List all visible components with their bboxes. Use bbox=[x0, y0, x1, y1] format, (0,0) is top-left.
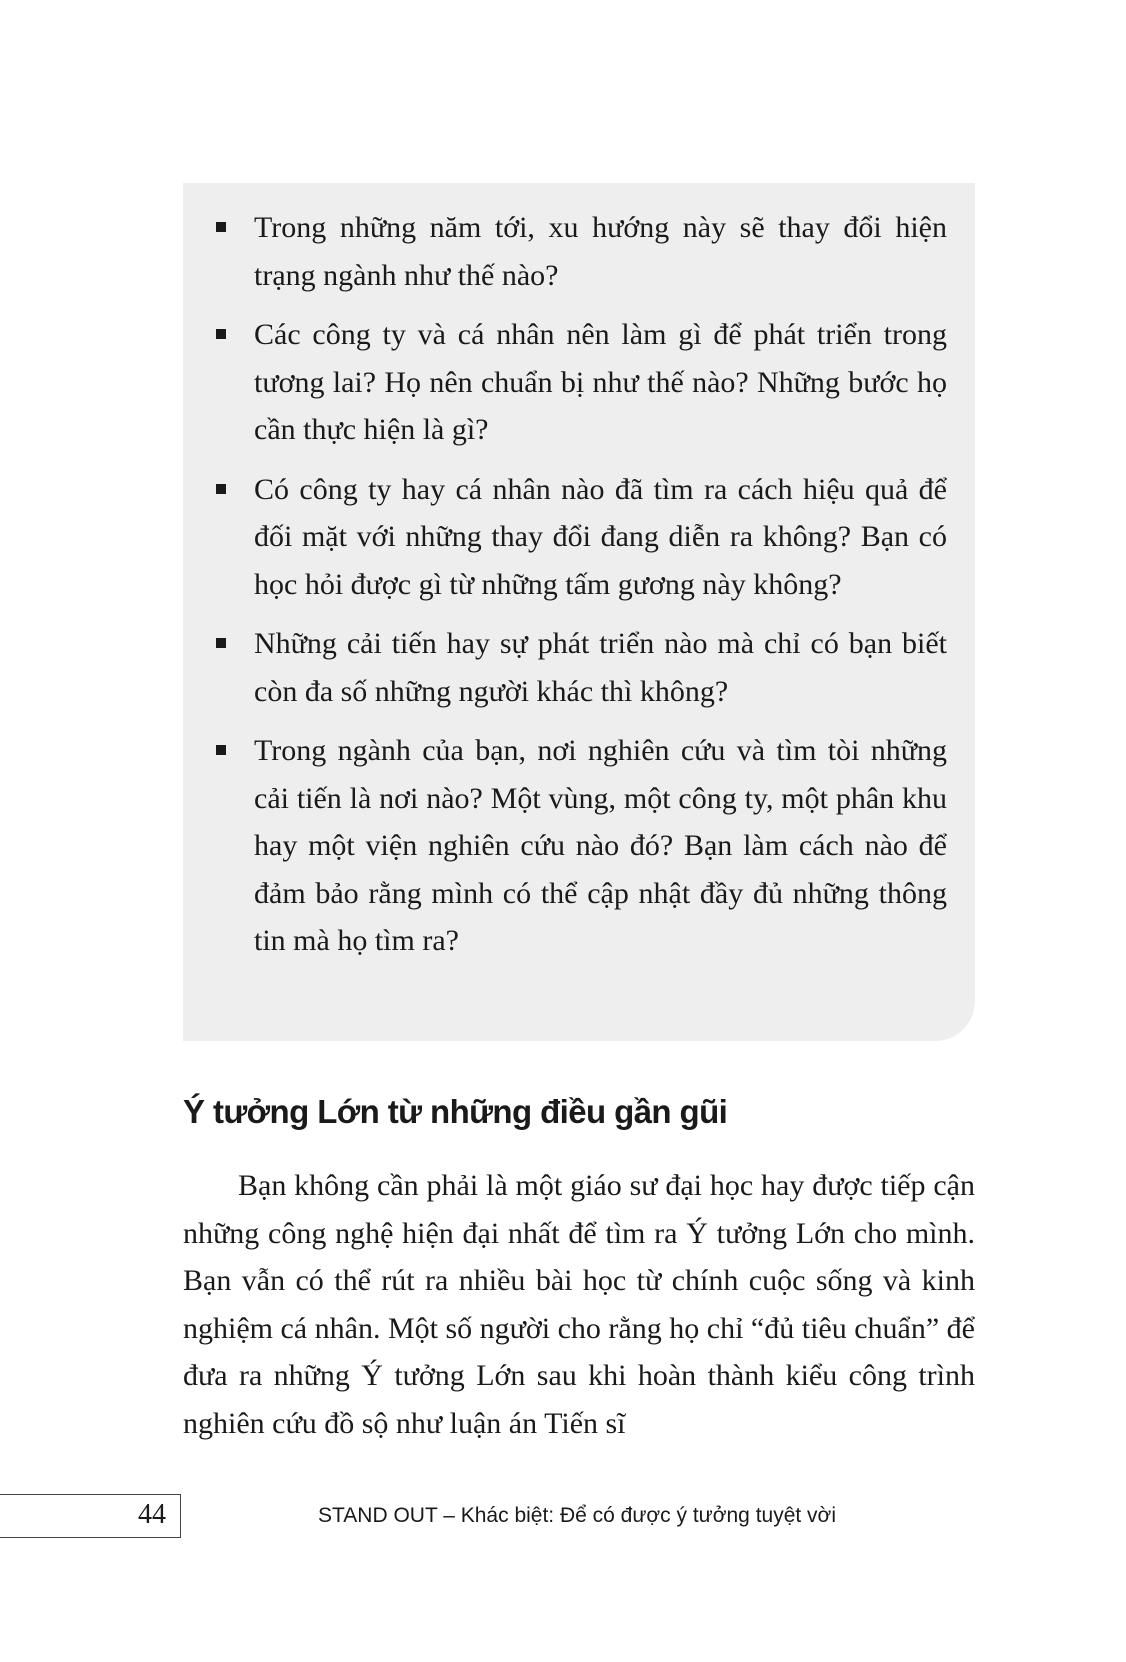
list-item-text: Các công ty và cá nhân nên làm gì để phát triển trong tương lai? Họ nên chuẩn bị như thế nào? Những bước họ cần thực hiện là gì? bbox=[254, 318, 947, 446]
body-paragraph: Bạn không cần phải là một giáo sư đại học hay được tiếp cận những công nghệ hiện đại nhất để tìm ra Ý tưởng Lớn cho mình. Bạn vẫn có thể rút ra nhiều bài học từ chính cuộc sống và kinh nghiệm cá nhân. Một số người cho rằng họ chỉ “đủ tiêu chuẩn” để đưa ra những Ý tưởng Lớn sau khi hoàn thành kiểu công trình nghiên cứu đồ sộ như luận án Tiến sĩ bbox=[183, 1169, 975, 1440]
page-number-box bbox=[0, 1494, 181, 1538]
list-item-text: Trong những năm tới, xu hướng này sẽ thay đổi hiện trạng ngành như thế nào? bbox=[254, 211, 947, 292]
section-heading: Ý tưởng Lớn từ những điều gần gũi bbox=[183, 1093, 728, 1130]
list-item bbox=[215, 620, 947, 715]
square-bullet-icon bbox=[216, 484, 226, 494]
page-footer bbox=[0, 1494, 1126, 1540]
square-bullet-icon bbox=[216, 329, 226, 339]
square-bullet-icon bbox=[216, 222, 226, 232]
square-bullet-icon bbox=[216, 745, 226, 755]
list-item-text: Trong ngành của bạn, nơi nghiên cứu và tìm tòi những cải tiến là nơi nào? Một vùng, một công ty, một phân khu hay một viện nghiên cứu nào đó? Bạn làm cách nào để đảm bảo rằng mình có thể cập nhật đầy đủ những thông tin mà họ tìm ra? bbox=[254, 734, 947, 957]
list-item bbox=[215, 311, 947, 454]
page-number: 44 bbox=[138, 1499, 166, 1530]
running-title: STAND OUT – Khác biệt: Để có được ý tưởng tuyệt vời bbox=[318, 1504, 836, 1527]
list-item bbox=[215, 466, 947, 609]
list-item-text: Những cải tiến hay sự phát triển nào mà chỉ có bạn biết còn đa số những người khác thì không? bbox=[254, 627, 947, 708]
list-item bbox=[215, 204, 947, 299]
list-item bbox=[215, 727, 947, 965]
square-bullet-icon bbox=[216, 638, 226, 648]
list-item-text: Có công ty hay cá nhân nào đã tìm ra cách hiệu quả để đối mặt với những thay đổi đang diễn ra không? Bạn có học hỏi được gì từ những tấm gương này không? bbox=[254, 472, 947, 601]
question-list bbox=[215, 204, 947, 977]
